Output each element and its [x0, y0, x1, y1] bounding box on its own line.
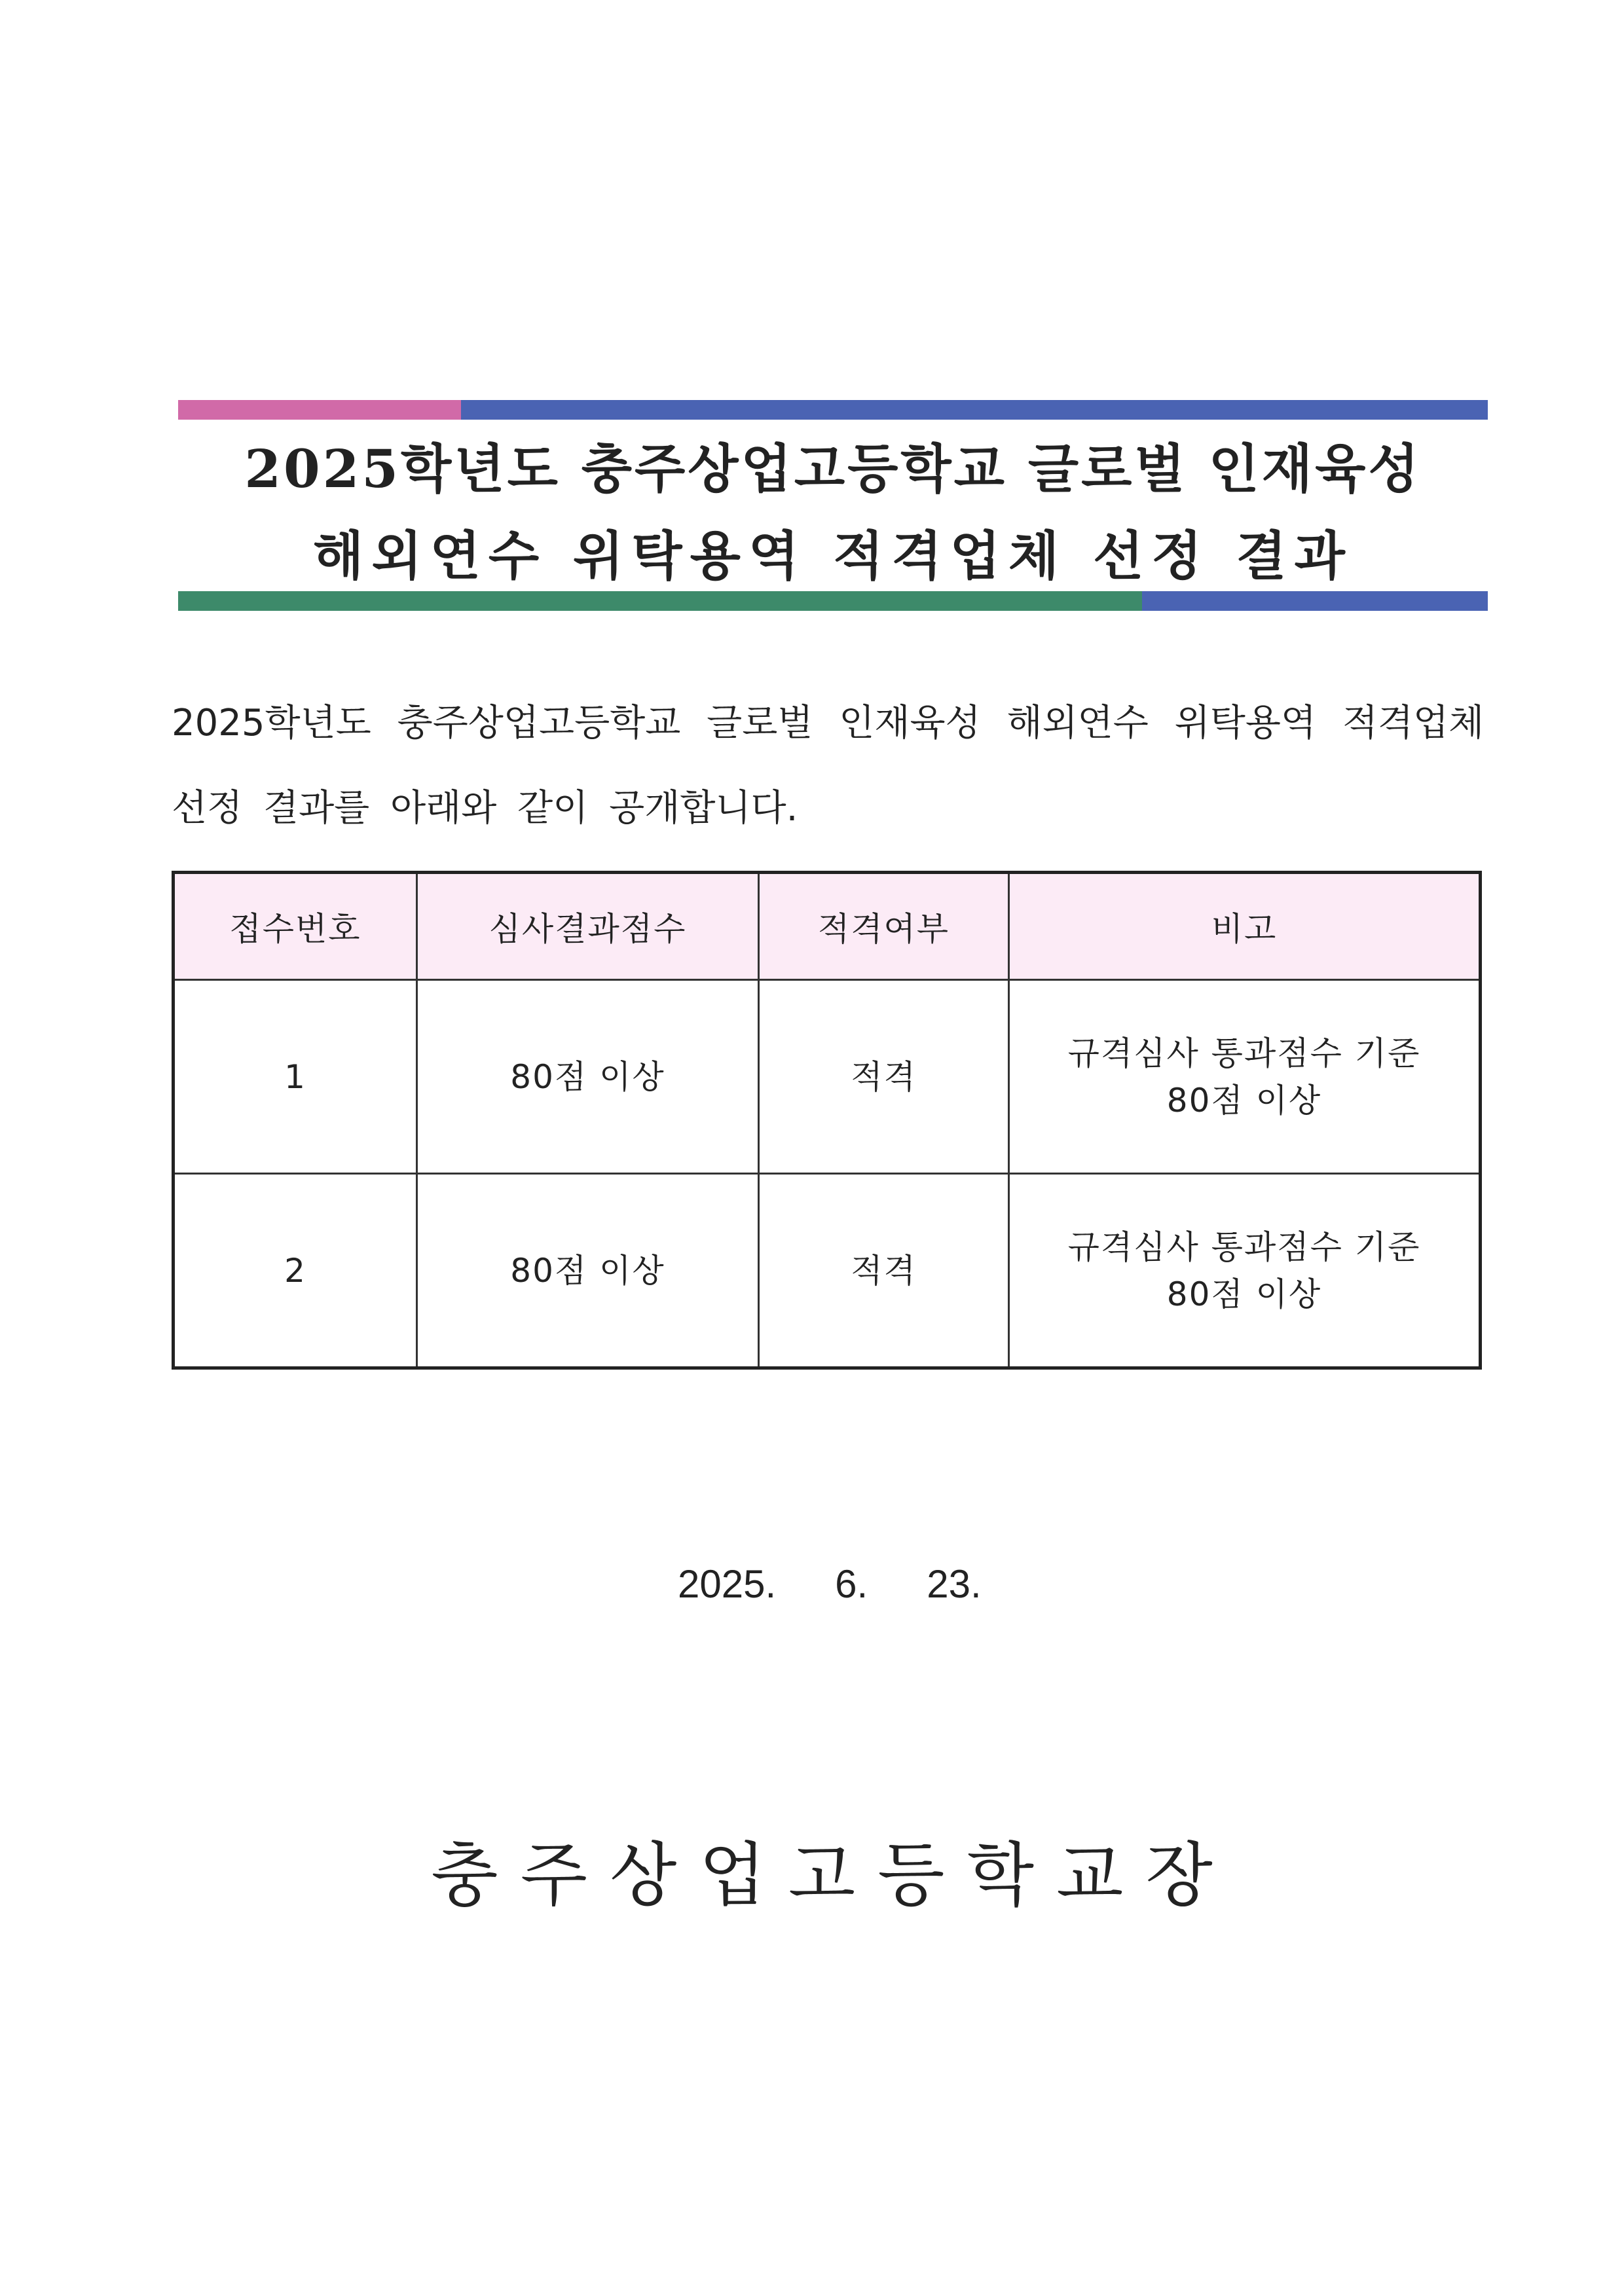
header-evaluation-score: 심사결과점수	[417, 873, 759, 980]
table-row	[174, 1174, 1481, 1368]
cell-receipt-number: 2	[174, 1174, 417, 1368]
intro-text-line-1: 2025학년도 충주상업고등학교 글로벌 인재육성 해외연수 위탁용역 적격업체	[172, 702, 1485, 744]
signer-name: 충주상업고등학교장	[431, 1835, 1235, 1916]
cell-remarks	[1009, 1174, 1481, 1368]
document-date	[678, 1561, 982, 1607]
title-bar-top-blue-segment	[461, 400, 1488, 420]
table-header-row	[174, 873, 1481, 980]
date-month: 6.	[835, 1562, 868, 1606]
header-receipt-number: 접수번호	[174, 873, 417, 980]
table-row	[174, 980, 1481, 1174]
document-title-line-1: 2025학년도 충주상업고등학교 글로벌 인재육성	[244, 438, 1422, 500]
remark-line-2: 80점 이상	[1166, 1275, 1322, 1313]
header-eligibility: 적격여부	[759, 873, 1009, 980]
cell-eligibility: 적격	[759, 980, 1009, 1174]
title-bar-top	[178, 400, 1488, 420]
remark-line-2: 80점 이상	[1166, 1081, 1322, 1120]
cell-eligibility: 적격	[759, 1174, 1009, 1368]
title-bar-bottom-blue-segment	[1142, 591, 1488, 611]
results-table	[172, 871, 1482, 1370]
cell-receipt-number: 1	[174, 980, 417, 1174]
cell-remarks	[1009, 980, 1481, 1174]
title-bar-top-pink-segment	[178, 400, 461, 420]
date-year: 2025.	[678, 1562, 777, 1606]
header-remarks: 비고	[1009, 873, 1481, 980]
title-bar-bottom-green-segment	[178, 591, 1142, 611]
cell-evaluation-score: 80점 이상	[417, 980, 759, 1174]
document-title-line-2: 해외연수 위탁용역 적격업체 선정 결과	[313, 525, 1353, 587]
remark-line-1: 규격심사 통과점수 기준	[1067, 1034, 1421, 1072]
remark-line-1: 규격심사 통과점수 기준	[1067, 1228, 1421, 1266]
intro-text-line-2: 선정 결과를 아래와 같이 공개합니다.	[172, 787, 798, 829]
cell-evaluation-score: 80점 이상	[417, 1174, 759, 1368]
title-bar-bottom	[178, 591, 1488, 611]
date-day: 23.	[927, 1562, 982, 1606]
